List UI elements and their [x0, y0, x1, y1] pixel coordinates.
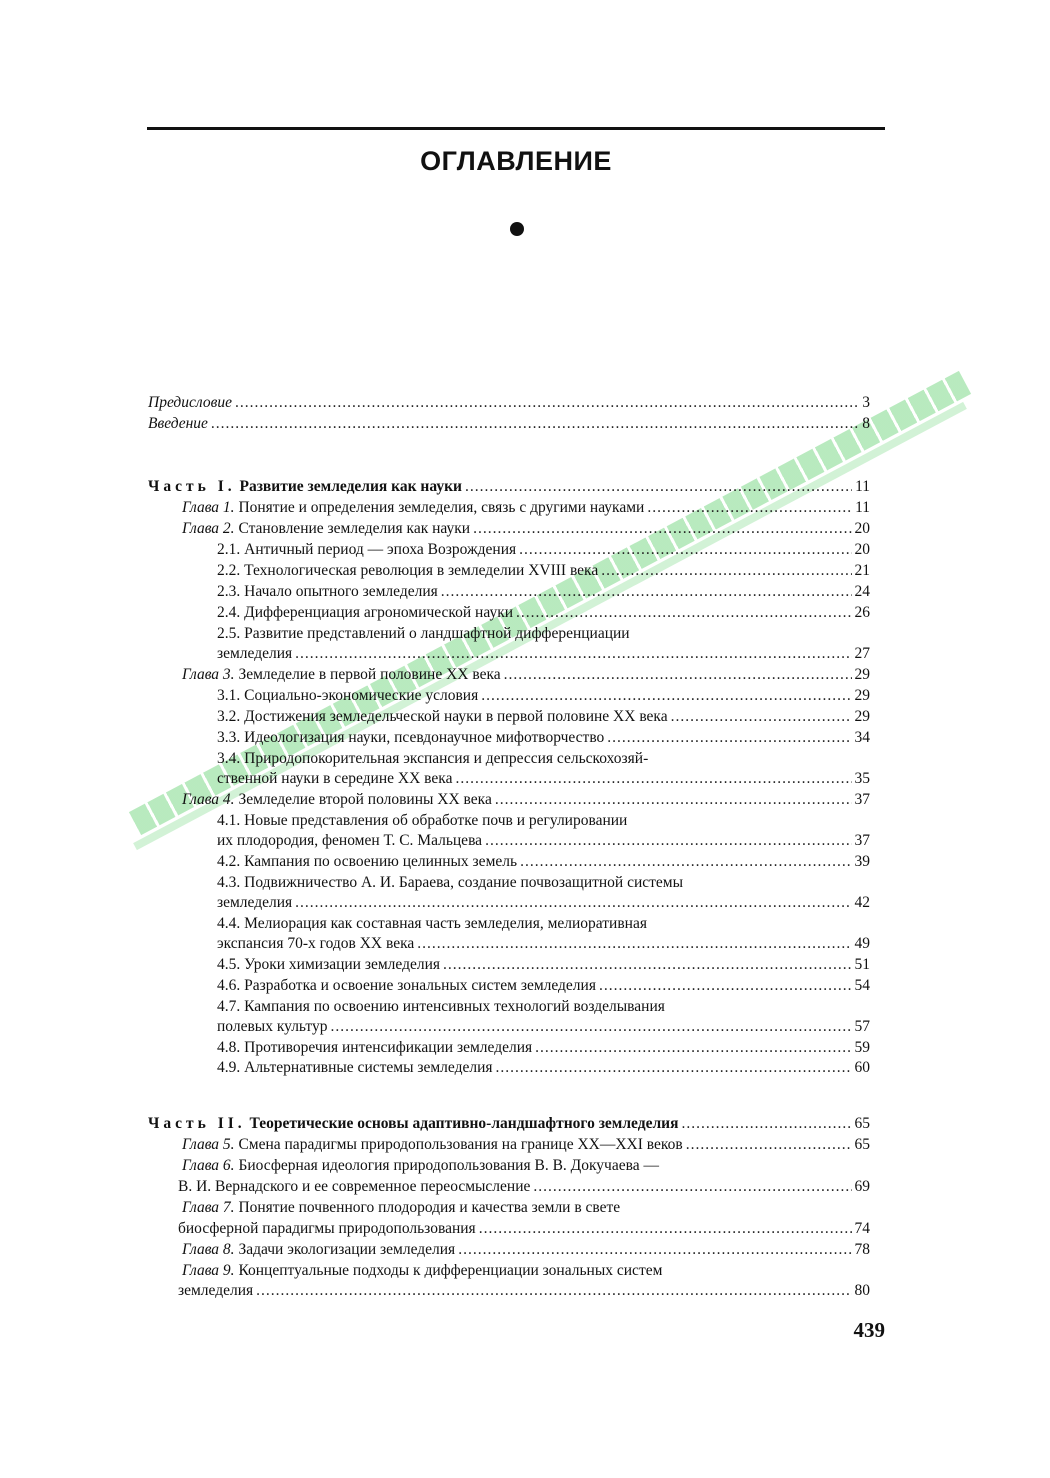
dot-leader [295, 643, 851, 664]
toc-page-number: 20 [854, 520, 870, 537]
toc-entry [0, 1134, 1050, 1155]
toc-entry-title: 3.4. Природопокорительная экспансия и депрессия сельскохозяй- [217, 750, 649, 767]
chapter-label: Глава 1. [182, 499, 235, 516]
dot-leader [520, 851, 851, 872]
toc-entry-title: экспансия 70-х годов XX века [217, 935, 415, 952]
dot-leader [458, 1239, 851, 1260]
toc-entry-title: 4.1. Новые представления об обработке почв и регулировании [217, 812, 628, 829]
toc-entry [0, 1239, 1050, 1260]
toc-entry-title: 2.3. Начало опытного земледелия [217, 583, 438, 600]
toc-entry [0, 975, 1050, 996]
toc-entry [0, 954, 1050, 975]
toc-entry-title: 3.3. Идеологизация науки, псевдонаучное мифотворчество [217, 729, 605, 746]
toc-entry [0, 830, 1050, 851]
toc-entry [0, 1218, 1050, 1239]
dot-leader [479, 1218, 852, 1239]
toc-page-number: 37 [854, 832, 870, 849]
toc-entry-title: Развитие земледелия как науки [239, 478, 462, 495]
toc-entry [0, 996, 1050, 1017]
toc-page-number: 8 [862, 415, 870, 432]
toc-entry [0, 581, 1050, 602]
toc-entry-title: полевых культур [217, 1018, 328, 1035]
toc-entry-title: Биосферная идеология природопользования В. В. Докучаева — [238, 1157, 659, 1174]
toc-entry [0, 810, 1050, 831]
dot-leader [647, 497, 852, 518]
toc-page-number: 27 [854, 645, 870, 662]
toc-page-number: 78 [854, 1241, 870, 1258]
dot-leader [504, 664, 852, 685]
toc-entry [0, 913, 1050, 934]
dot-leader [607, 727, 851, 748]
toc-page-number: 65 [854, 1136, 870, 1153]
toc-entry [0, 872, 1050, 893]
toc-entry [0, 727, 1050, 748]
toc-page-number: 54 [854, 977, 870, 994]
dot-leader [495, 789, 852, 810]
part-label: Часть I. [148, 478, 236, 495]
toc-page-number: 21 [854, 562, 870, 579]
toc-entry-title: Введение [148, 415, 208, 432]
dot-leader [330, 1016, 851, 1037]
toc-page-number: 37 [854, 791, 870, 808]
toc-page-number: 29 [854, 687, 870, 704]
dot-leader [516, 602, 851, 623]
toc-page-number: 69 [854, 1178, 870, 1195]
toc-entry [0, 623, 1050, 644]
toc-entry-title: Понятие и определения земледелия, связь с другими науками [238, 499, 645, 516]
dot-leader [496, 1057, 852, 1078]
toc-entry [0, 748, 1050, 769]
dot-leader [256, 1280, 851, 1301]
dot-leader [443, 954, 852, 975]
toc-entry [0, 1113, 1050, 1134]
toc-entry [0, 789, 1050, 810]
chapter-label: Глава 7. [182, 1199, 235, 1216]
dot-leader [417, 933, 851, 954]
toc-entry-title: 4.6. Разработка и освоение зональных систем земледелия [217, 977, 596, 994]
page-title: ОГЛАВЛЕНИЕ [420, 146, 612, 176]
toc-entry-title: Земледелие второй половины XX века [238, 791, 492, 808]
toc-entry [0, 1057, 1050, 1078]
toc-page-number: 24 [854, 583, 870, 600]
toc-entry-title: 4.9. Альтернативные системы земледелия [217, 1059, 493, 1076]
toc-entry [0, 392, 1050, 413]
toc-entry-title: 4.8. Противоречия интенсификации земледелия [217, 1039, 533, 1056]
dot-leader [519, 539, 851, 560]
toc-page-number: 3 [862, 394, 870, 411]
toc-page-number: 80 [854, 1282, 870, 1299]
dot-leader [533, 1176, 851, 1197]
toc-page-number: 51 [854, 956, 870, 973]
toc-page-number: 59 [854, 1039, 870, 1056]
toc-entry-title: 2.5. Развитие представлений о ландшафтной дифференциации [217, 625, 630, 642]
toc-entry [0, 933, 1050, 954]
toc-entry [0, 413, 1050, 434]
chapter-label: Глава 9. [182, 1262, 235, 1279]
chapter-label: Глава 5. [182, 1136, 235, 1153]
toc-page-number: 74 [854, 1220, 870, 1237]
toc-entry [0, 643, 1050, 664]
dot-leader [295, 892, 851, 913]
toc-page-number: 49 [854, 935, 870, 952]
toc-entry [0, 768, 1050, 789]
toc-page-number: 29 [854, 666, 870, 683]
dot-leader [211, 413, 859, 434]
toc-entry [0, 476, 1050, 497]
dot-leader [485, 830, 851, 851]
dot-leader [465, 476, 852, 497]
toc-page-number: 34 [854, 729, 870, 746]
dot-leader [481, 685, 851, 706]
toc-page-number: 20 [854, 541, 870, 558]
toc-entry-title: 4.7. Кампания по освоению интенсивных технологий возделывания [217, 998, 665, 1015]
toc-entry-title: Предисловие [148, 394, 232, 411]
toc-page-number: 39 [854, 853, 870, 870]
page-number: 439 [853, 1318, 885, 1342]
toc-entry-title: 2.2. Технологическая революция в земледелии XVIII века [217, 562, 599, 579]
toc-entry-title: земледелия [217, 645, 293, 662]
toc-entry-title: Понятие почвенного плодородия и качества земли в свете [238, 1199, 621, 1216]
chapter-label: Глава 6. [182, 1157, 235, 1174]
toc-entry-title: 4.2. Кампания по освоению целинных земель [217, 853, 518, 870]
dot-leader [441, 581, 852, 602]
toc-entry [0, 1016, 1050, 1037]
dot-leader [473, 518, 851, 539]
toc-page-number: 60 [854, 1059, 870, 1076]
toc-entry [0, 497, 1050, 518]
toc-page-number: 29 [854, 708, 870, 725]
toc-page-number: 35 [854, 770, 870, 787]
toc-entry-title: земледелия [178, 1282, 254, 1299]
toc-entry-title: биосферной парадигмы природопользования [178, 1220, 476, 1237]
toc-page-number: 11 [855, 478, 870, 495]
toc-entry-title: 4.5. Уроки химизации земледелия [217, 956, 440, 973]
toc-page-number: 26 [854, 604, 870, 621]
dot-leader [601, 560, 851, 581]
toc-entry-title: 2.4. Дифференциация агрономической науки [217, 604, 514, 621]
dot-leader [455, 768, 851, 789]
toc-entry-title: 3.1. Социально-экономические условия [217, 687, 479, 704]
chapter-label: Глава 3. [182, 666, 235, 683]
toc-entry [0, 706, 1050, 727]
toc-page-number: 11 [855, 499, 870, 516]
toc-entry-title: В. И. Вернадского и ее современное переосмысление [178, 1178, 531, 1195]
toc-entry-title: 4.3. Подвижничество А. И. Бараева, создание почвозащитной системы [217, 874, 684, 891]
toc-page-number: 57 [854, 1018, 870, 1035]
toc-entry-title: Теоретические основы адаптивно-ландшафтного земледелия [249, 1115, 679, 1132]
dot-leader [599, 975, 852, 996]
toc-entry [0, 1280, 1050, 1301]
toc-entry [0, 851, 1050, 872]
toc-entry-title: 4.4. Мелиорация как составная часть земледелия, мелиоративная [217, 915, 647, 932]
toc-entry [0, 685, 1050, 706]
toc-entry-title: земледелия [217, 894, 293, 911]
dot-leader [681, 1113, 851, 1134]
toc-entry [0, 518, 1050, 539]
chapter-label: Глава 8. [182, 1241, 235, 1258]
toc-entry [0, 892, 1050, 913]
toc-entry-title: Становление земледелия как науки [238, 520, 471, 537]
dot-leader [535, 1037, 851, 1058]
dot-leader [686, 1134, 852, 1155]
toc-entry-title: Задачи экологизации земледелия [238, 1241, 456, 1258]
chapter-label: Глава 2. [182, 520, 235, 537]
toc-entry [0, 1155, 1050, 1176]
toc-entry [0, 602, 1050, 623]
chapter-label: Глава 4. [182, 791, 235, 808]
part-label: Часть II. [148, 1115, 246, 1132]
toc-entry [0, 1197, 1050, 1218]
toc-entry [0, 539, 1050, 560]
dot-leader [235, 392, 859, 413]
toc-entry-title: Земледелие в первой половине XX века [238, 666, 501, 683]
toc-entry [0, 560, 1050, 581]
toc-entry-title: Смена парадигмы природопользования на границе XX—XXI веков [238, 1136, 683, 1153]
toc-entry-title: Концептуальные подходы к дифференциации зональных систем [238, 1262, 663, 1279]
toc-entry [0, 1176, 1050, 1197]
toc-entry [0, 1260, 1050, 1281]
toc-entry-title: 3.2. Достижения земледельческой науки в первой половине XX века [217, 708, 668, 725]
toc-entry-title: 2.1. Античный период — эпоха Возрождения [217, 541, 517, 558]
dot-leader [671, 706, 852, 727]
toc-entry [0, 664, 1050, 685]
toc-entry [0, 1037, 1050, 1058]
toc-page-number: 65 [854, 1115, 870, 1132]
toc-page-number: 42 [854, 894, 870, 911]
toc-entry-title: ственной науки в середине XX века [217, 770, 453, 787]
toc-entry-title: их плодородия, феномен Т. С. Мальцева [217, 832, 483, 849]
